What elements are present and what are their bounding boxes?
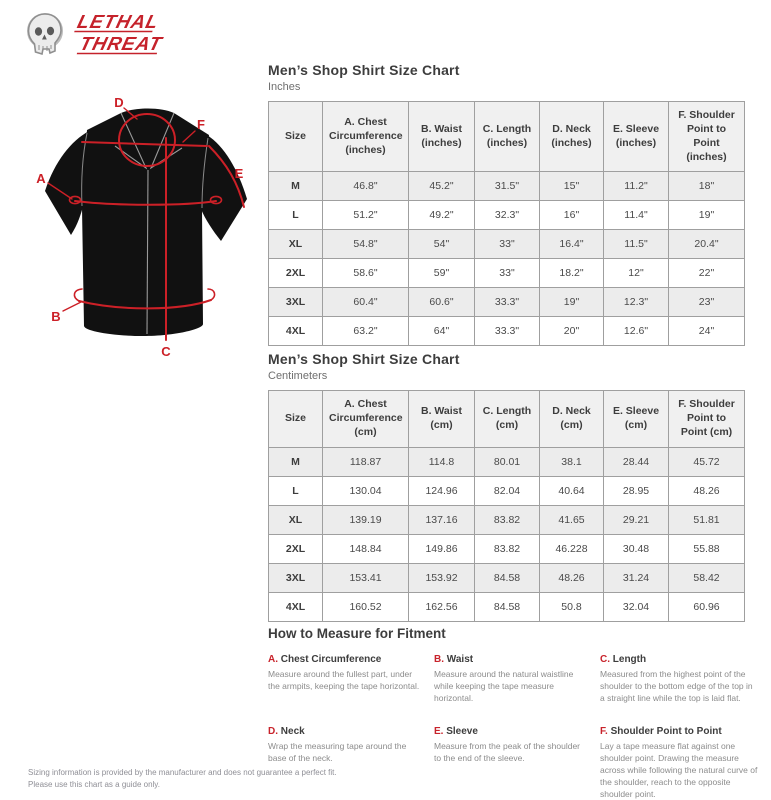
chart-title-cm: Men’s Shop Shirt Size Chart bbox=[268, 351, 460, 367]
size-cell: XL bbox=[269, 505, 323, 534]
measurement-cell: 51.2" bbox=[323, 201, 409, 230]
measurement-cell: 55.88 bbox=[669, 534, 745, 563]
howto-item-description: Measure from the peak of the shoulder to the end of the sleeve. bbox=[434, 741, 580, 764]
measurement-cell: 29.21 bbox=[604, 505, 669, 534]
howto-grid bbox=[268, 654, 758, 800]
how-to-measure-title: How to Measure for Fitment bbox=[268, 626, 446, 641]
measurement-cell: 114.8 bbox=[409, 447, 475, 476]
howto-item-letter: C. bbox=[600, 654, 613, 665]
size-row bbox=[269, 288, 745, 317]
howto-item bbox=[600, 654, 758, 704]
measurement-cell: 11.2" bbox=[604, 172, 669, 201]
measurement-cell: 60.6" bbox=[409, 288, 475, 317]
measurement-cell: 28.95 bbox=[604, 476, 669, 505]
measurement-cell: 58.42 bbox=[669, 563, 745, 592]
measurement-cell: 40.64 bbox=[540, 476, 604, 505]
size-cell: L bbox=[269, 201, 323, 230]
size-chart-table-inches bbox=[268, 101, 745, 346]
measurement-cell: 63.2" bbox=[323, 317, 409, 346]
measurement-cell: 60.4" bbox=[323, 288, 409, 317]
size-cell: 2XL bbox=[269, 259, 323, 288]
measurement-cell: 83.82 bbox=[475, 534, 540, 563]
brand-word-threat: THREAT bbox=[77, 34, 165, 55]
size-chart-section-inches bbox=[268, 62, 748, 346]
measurement-cell: 49.2" bbox=[409, 201, 475, 230]
measurement-cell: 162.56 bbox=[409, 592, 475, 621]
size-chart-table-cm bbox=[268, 390, 745, 622]
size-chart-section-cm bbox=[268, 351, 748, 622]
diagram-label-f: F bbox=[197, 117, 205, 132]
howto-item-name bbox=[268, 654, 420, 665]
diagram-label-e: E bbox=[234, 166, 244, 181]
column-header: A. Chest Circumference (inches) bbox=[323, 102, 409, 172]
measurement-cell: 33.3" bbox=[475, 317, 540, 346]
diagram-label-b: B bbox=[51, 309, 61, 324]
measurement-cell: 11.5" bbox=[604, 230, 669, 259]
header-row bbox=[269, 391, 745, 448]
measurement-cell: 46.8" bbox=[323, 172, 409, 201]
size-cell: XL bbox=[269, 230, 323, 259]
size-row bbox=[269, 172, 745, 201]
shirt-graphic bbox=[45, 109, 247, 337]
column-header: B. Waist (cm) bbox=[409, 391, 475, 448]
measurement-cell: 84.58 bbox=[475, 563, 540, 592]
column-header: E. Sleeve (inches) bbox=[604, 102, 669, 172]
measurement-cell: 30.48 bbox=[604, 534, 669, 563]
measurement-cell: 32.3" bbox=[475, 201, 540, 230]
measurement-cell: 137.16 bbox=[409, 505, 475, 534]
disclaimer-line-2: Please use this chart as a guide only. bbox=[28, 780, 160, 790]
howto-item-label: Length bbox=[612, 654, 647, 665]
howto-item bbox=[600, 726, 758, 800]
measurement-cell: 51.81 bbox=[669, 505, 745, 534]
measurement-cell: 160.52 bbox=[323, 592, 409, 621]
measurement-cell: 16.4" bbox=[540, 230, 604, 259]
measurement-cell: 59" bbox=[409, 259, 475, 288]
size-row bbox=[269, 447, 745, 476]
measurement-cell: 28.44 bbox=[604, 447, 669, 476]
measurement-cell: 64" bbox=[409, 317, 475, 346]
measurement-cell: 54" bbox=[409, 230, 475, 259]
measurement-cell: 83.82 bbox=[475, 505, 540, 534]
measurement-cell: 12.6" bbox=[604, 317, 669, 346]
howto-item-letter: D. bbox=[268, 726, 281, 738]
column-header: Size bbox=[269, 391, 323, 448]
measurement-cell: 38.1 bbox=[540, 447, 604, 476]
measurement-cell: 20" bbox=[540, 317, 604, 346]
measurement-cell: 24" bbox=[669, 317, 745, 346]
chart-title-inches: Men’s Shop Shirt Size Chart bbox=[268, 62, 460, 78]
measurement-cell: 31.5" bbox=[475, 172, 540, 201]
brand-word-lethal: LETHAL bbox=[75, 12, 162, 33]
howto-item-label: Sleeve bbox=[446, 726, 478, 738]
measurement-cell: 15" bbox=[540, 172, 604, 201]
measurement-cell: 130.04 bbox=[323, 476, 409, 505]
measurement-cell: 18.2" bbox=[540, 259, 604, 288]
measurement-cell: 41.65 bbox=[540, 505, 604, 534]
measurement-cell: 149.86 bbox=[409, 534, 475, 563]
measurement-cell: 19" bbox=[669, 201, 745, 230]
howto-item-letter: A. bbox=[268, 654, 281, 665]
measurement-cell: 16" bbox=[540, 201, 604, 230]
size-row bbox=[269, 534, 745, 563]
size-row bbox=[269, 317, 745, 346]
measurement-cell: 124.96 bbox=[409, 476, 475, 505]
measurement-cell: 54.8" bbox=[323, 230, 409, 259]
measurement-cell: 118.87 bbox=[323, 447, 409, 476]
measurement-cell: 20.4" bbox=[669, 230, 745, 259]
howto-item-name bbox=[434, 654, 586, 665]
measurement-cell: 33" bbox=[475, 259, 540, 288]
howto-item-description: Measured from the highest point of the shoulder to the bottom edge of the top in a straight line while the top is laid flat. bbox=[600, 669, 753, 704]
column-header: F. Shoulder Point to Point (inches) bbox=[669, 102, 745, 172]
footer-disclaimer bbox=[28, 767, 337, 792]
measurement-cell: 11.4" bbox=[604, 201, 669, 230]
size-cell: 4XL bbox=[269, 592, 323, 621]
measurement-cell: 60.96 bbox=[669, 592, 745, 621]
skull-icon bbox=[28, 14, 62, 54]
measurement-cell: 18" bbox=[669, 172, 745, 201]
brand-wordmark bbox=[69, 12, 171, 55]
howto-item-description: Wrap the measuring tape around the base of the neck. bbox=[268, 741, 407, 764]
header-row bbox=[269, 102, 745, 172]
measurement-cell: 50.8 bbox=[540, 592, 604, 621]
measurement-cell: 19" bbox=[540, 288, 604, 317]
size-cell: 3XL bbox=[269, 563, 323, 592]
size-cell: M bbox=[269, 447, 323, 476]
measurement-cell: 139.19 bbox=[323, 505, 409, 534]
size-cell: 3XL bbox=[269, 288, 323, 317]
column-header: E. Sleeve (cm) bbox=[604, 391, 669, 448]
measurement-cell: 48.26 bbox=[540, 563, 604, 592]
howto-item bbox=[268, 654, 420, 704]
howto-item-label: Waist bbox=[446, 654, 474, 665]
howto-item-letter: E. bbox=[434, 726, 447, 738]
size-cell: L bbox=[269, 476, 323, 505]
measurement-cell: 33.3" bbox=[475, 288, 540, 317]
howto-item bbox=[434, 654, 586, 704]
howto-item-label: Neck bbox=[280, 726, 305, 738]
column-header: C. Length (inches) bbox=[475, 102, 540, 172]
how-to-measure-section bbox=[268, 626, 758, 800]
disclaimer-line-1: Sizing information is provided by the manufacturer and does not guarantee a perfect fit. bbox=[28, 768, 337, 777]
measurement-cell: 46.228 bbox=[540, 534, 604, 563]
howto-item-name bbox=[600, 726, 758, 737]
howto-item-name bbox=[434, 726, 586, 737]
size-row bbox=[269, 259, 745, 288]
howto-item-description: Lay a tape measure flat against one shoulder point. Drawing the measure across while following the natural curve of the shoulder, reach to the opposite shoulder point. bbox=[600, 741, 758, 800]
measurement-cell: 84.58 bbox=[475, 592, 540, 621]
size-row bbox=[269, 476, 745, 505]
chart-subtitle-inches: Inches bbox=[268, 81, 301, 93]
measurement-cell: 23" bbox=[669, 288, 745, 317]
measurement-cell: 22" bbox=[669, 259, 745, 288]
size-row bbox=[269, 563, 745, 592]
howto-item-letter: B. bbox=[434, 654, 447, 665]
howto-item-letter: F. bbox=[600, 726, 611, 738]
size-cell: M bbox=[269, 172, 323, 201]
column-header: D. Neck (cm) bbox=[540, 391, 604, 448]
shirt-measurement-diagram bbox=[25, 88, 275, 362]
size-cell: 4XL bbox=[269, 317, 323, 346]
column-header: Size bbox=[269, 102, 323, 172]
howto-item bbox=[434, 726, 586, 800]
measurement-cell: 12.3" bbox=[604, 288, 669, 317]
column-header: F. Shoulder Point to Point (cm) bbox=[669, 391, 745, 448]
measurement-cell: 45.72 bbox=[669, 447, 745, 476]
column-header: A. Chest Circumference (cm) bbox=[323, 391, 409, 448]
measurement-cell: 148.84 bbox=[323, 534, 409, 563]
howto-item-description: Measure around the natural waistline while keeping the tape measure horizontal. bbox=[434, 669, 574, 704]
measurement-cell: 153.92 bbox=[409, 563, 475, 592]
label-b-pointer bbox=[63, 302, 81, 311]
size-row bbox=[269, 201, 745, 230]
howto-item-name bbox=[268, 726, 420, 737]
howto-item-name bbox=[600, 654, 758, 665]
column-header: C. Length (cm) bbox=[475, 391, 540, 448]
size-row bbox=[269, 230, 745, 259]
measurement-cell: 58.6" bbox=[323, 259, 409, 288]
size-cell: 2XL bbox=[269, 534, 323, 563]
size-row bbox=[269, 592, 745, 621]
measurement-cell: 153.41 bbox=[323, 563, 409, 592]
diagram-label-d: D bbox=[114, 95, 124, 110]
measurement-cell: 82.04 bbox=[475, 476, 540, 505]
column-header: D. Neck (inches) bbox=[540, 102, 604, 172]
measurement-cell: 31.24 bbox=[604, 563, 669, 592]
column-header: B. Waist (inches) bbox=[409, 102, 475, 172]
howto-item-label: Shoulder Point to Point bbox=[610, 726, 722, 738]
measurement-cell: 48.26 bbox=[669, 476, 745, 505]
howto-item-label: Chest Circumference bbox=[280, 654, 382, 665]
measurement-cell: 12" bbox=[604, 259, 669, 288]
chart-subtitle-cm: Centimeters bbox=[268, 370, 328, 382]
diagram-label-a: A bbox=[36, 171, 46, 186]
measurement-cell: 45.2" bbox=[409, 172, 475, 201]
howto-item-description: Measure around the fullest part, under the armpits, keeping the tape horizontal. bbox=[268, 669, 420, 692]
size-row bbox=[269, 505, 745, 534]
measurement-cell: 80.01 bbox=[475, 447, 540, 476]
diagram-label-c: C bbox=[161, 344, 171, 359]
measurement-cell: 32.04 bbox=[604, 592, 669, 621]
brand-logo bbox=[22, 5, 194, 61]
measurement-cell: 33" bbox=[475, 230, 540, 259]
